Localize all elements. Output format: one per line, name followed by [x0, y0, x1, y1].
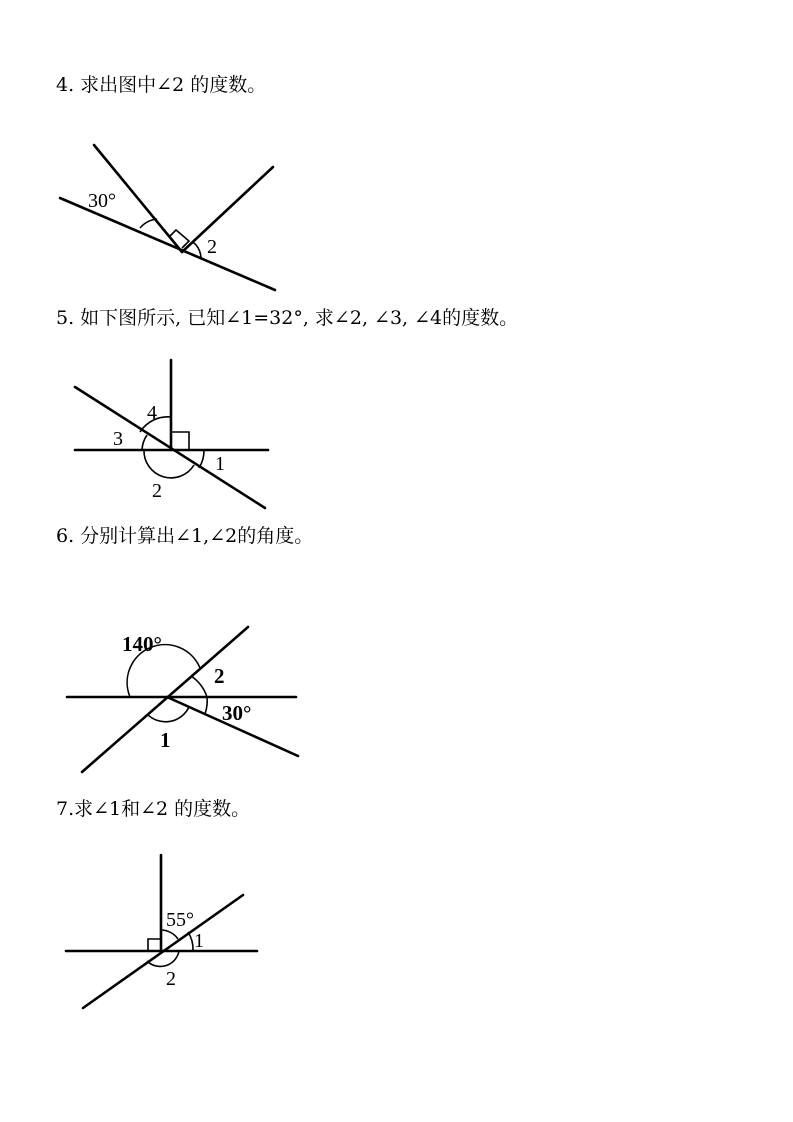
label-1: 1 [160, 728, 171, 752]
figure-q6 [64, 620, 309, 780]
right-angle-mark [148, 939, 161, 951]
label-1: 1 [194, 930, 204, 952]
right-angle-mark [171, 432, 189, 450]
figure-q7 [58, 850, 268, 1020]
question-5-text: 5. 如下图所示, 已知∠1=32°, 求∠2, ∠3, ∠4的度数。 [56, 307, 519, 329]
figure-q4 [56, 135, 286, 295]
question-7-text: 7.求∠1和∠2 的度数。 [56, 798, 251, 820]
question-4-text: 4. 求出图中∠2 的度数。 [56, 74, 267, 96]
arc-2 [144, 450, 194, 478]
label-140: 140° [122, 632, 162, 656]
label-2: 2 [166, 968, 176, 990]
label-4: 4 [147, 402, 157, 424]
arc-1 [188, 932, 193, 951]
label-1: 1 [215, 453, 225, 475]
right-ray [182, 167, 273, 252]
label-2: 2 [207, 236, 217, 258]
label-55: 55° [166, 909, 194, 931]
figure-q5 [70, 355, 290, 515]
arc-30 [205, 697, 207, 714]
question-6-text: 6. 分别计算出∠1,∠2的角度。 [56, 525, 314, 547]
label-2: 2 [214, 664, 225, 688]
arc-2 [191, 676, 207, 697]
arc-55 [161, 930, 178, 939]
arc-3 [142, 435, 147, 450]
arc-1 [199, 450, 204, 468]
label-2: 2 [152, 480, 162, 502]
label-3: 3 [113, 428, 123, 450]
label-30: 30° [222, 701, 252, 725]
label-30: 30° [88, 190, 116, 212]
